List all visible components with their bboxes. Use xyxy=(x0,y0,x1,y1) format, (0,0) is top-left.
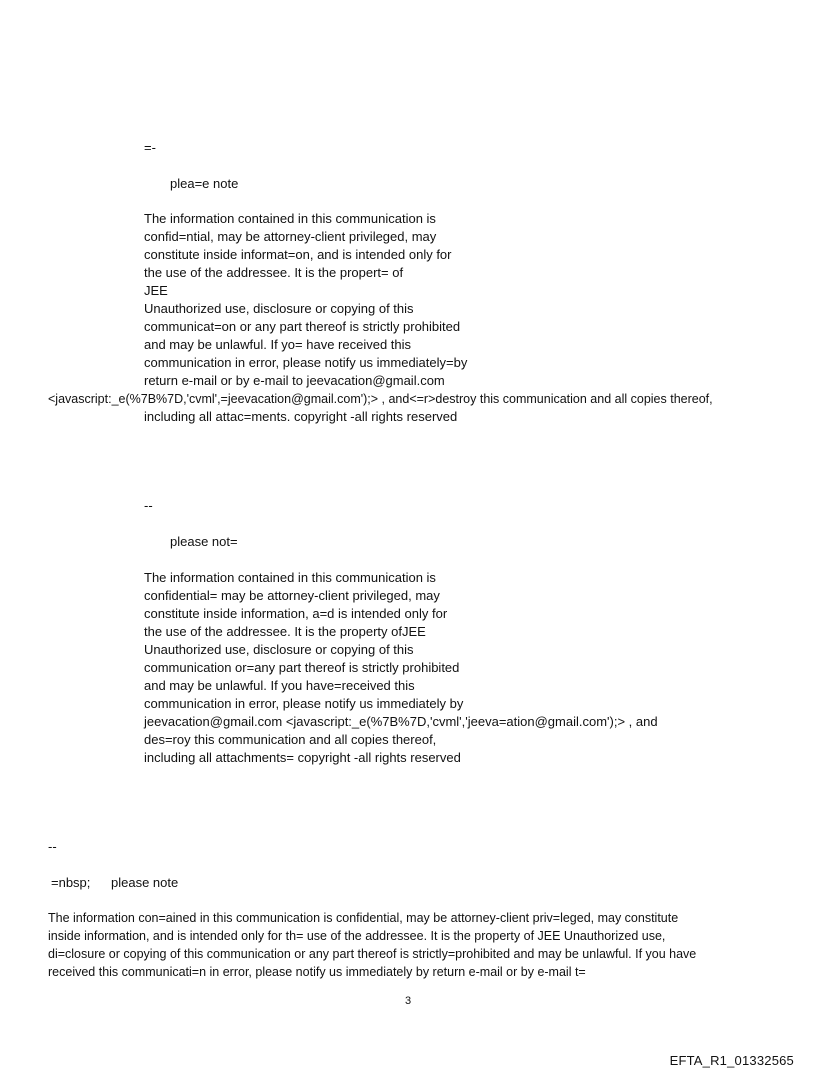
block1-line: The information contained in this communication is xyxy=(144,211,436,226)
page-number: 3 xyxy=(404,995,412,1007)
block3-line: di=closure or copying of this communication or any part thereof is strictly=prohibited and may be unlawful. If you have xyxy=(48,947,697,961)
block1-line: communicat=on or any part thereof is strictly prohibited xyxy=(144,319,461,334)
block2-line: The information contained in this communication is xyxy=(144,570,436,585)
block1-line: the use of the addressee. It is the propert= of xyxy=(144,265,404,280)
block2-line: including all attachments= copyright -all rights reserved xyxy=(144,750,461,765)
block1-line: return e-mail or by e-mail to jeevacation@gmail.com xyxy=(144,373,445,388)
block2-line: the use of the addressee. It is the property ofJEE xyxy=(144,624,426,639)
block2-line: communication in error, please notify us immediately by xyxy=(144,696,464,711)
block3-separator: -- xyxy=(48,839,57,854)
block2-line: des=roy this communication and all copies thereof, xyxy=(144,732,437,747)
block2-line: and may be unlawful. If you have=received this xyxy=(144,678,415,693)
block2-line: confidential= may be attorney-client privileged, may xyxy=(144,588,440,603)
block2-heading: please not= xyxy=(170,534,238,549)
block2-line: jeevacation@gmail.com <javascript:_e(%7B%7D,'cvml','jeeva=ation@gmail.com');> , and xyxy=(144,714,658,729)
document-id: EFTA_R1_01332565 xyxy=(669,1053,794,1068)
block3-heading-prefix: =nbsp; xyxy=(51,875,91,890)
block2-line: constitute inside information, a=d is intended only for xyxy=(144,606,448,621)
block1-line: communication in error, please notify us immediately=by xyxy=(144,355,468,370)
block3-heading: please note xyxy=(111,875,179,890)
block1-line: constitute inside informat=on, and is intended only for xyxy=(144,247,452,262)
block3-line: The information con=ained in this communication is confidential, may be attorney-client priv=leged, may constitute xyxy=(48,911,679,925)
block2-line: Unauthorized use, disclosure or copying of this xyxy=(144,642,414,657)
block2-line: communication or=any part thereof is strictly prohibited xyxy=(144,660,460,675)
block3-line: inside information, and is intended only for th= use of the addressee. It is the property of JEE Unauthorized use, xyxy=(48,929,666,943)
block1-heading: plea=e note xyxy=(170,176,239,191)
block1-line: confid=ntial, may be attorney-client privileged, may xyxy=(144,229,437,244)
block1-wide-line: <javascript:_e(%7B%7D,'cvml',=jeevacation@gmail.com');> , and<=r>destroy this communication and all copies thereof, xyxy=(48,392,713,406)
block2-separator: -- xyxy=(144,498,153,513)
block1-line: and may be unlawful. If yo= have received this xyxy=(144,337,412,352)
block1-separator: =- xyxy=(144,140,156,155)
block1-line: Unauthorized use, disclosure or copying of this xyxy=(144,301,414,316)
block3-line: received this communicati=n in error, please notify us immediately by return e-mail or by e-mail t= xyxy=(48,965,586,979)
block1-line: JEE xyxy=(144,283,168,298)
block1-last-line: including all attac=ments. copyright -all rights reserved xyxy=(144,409,458,424)
